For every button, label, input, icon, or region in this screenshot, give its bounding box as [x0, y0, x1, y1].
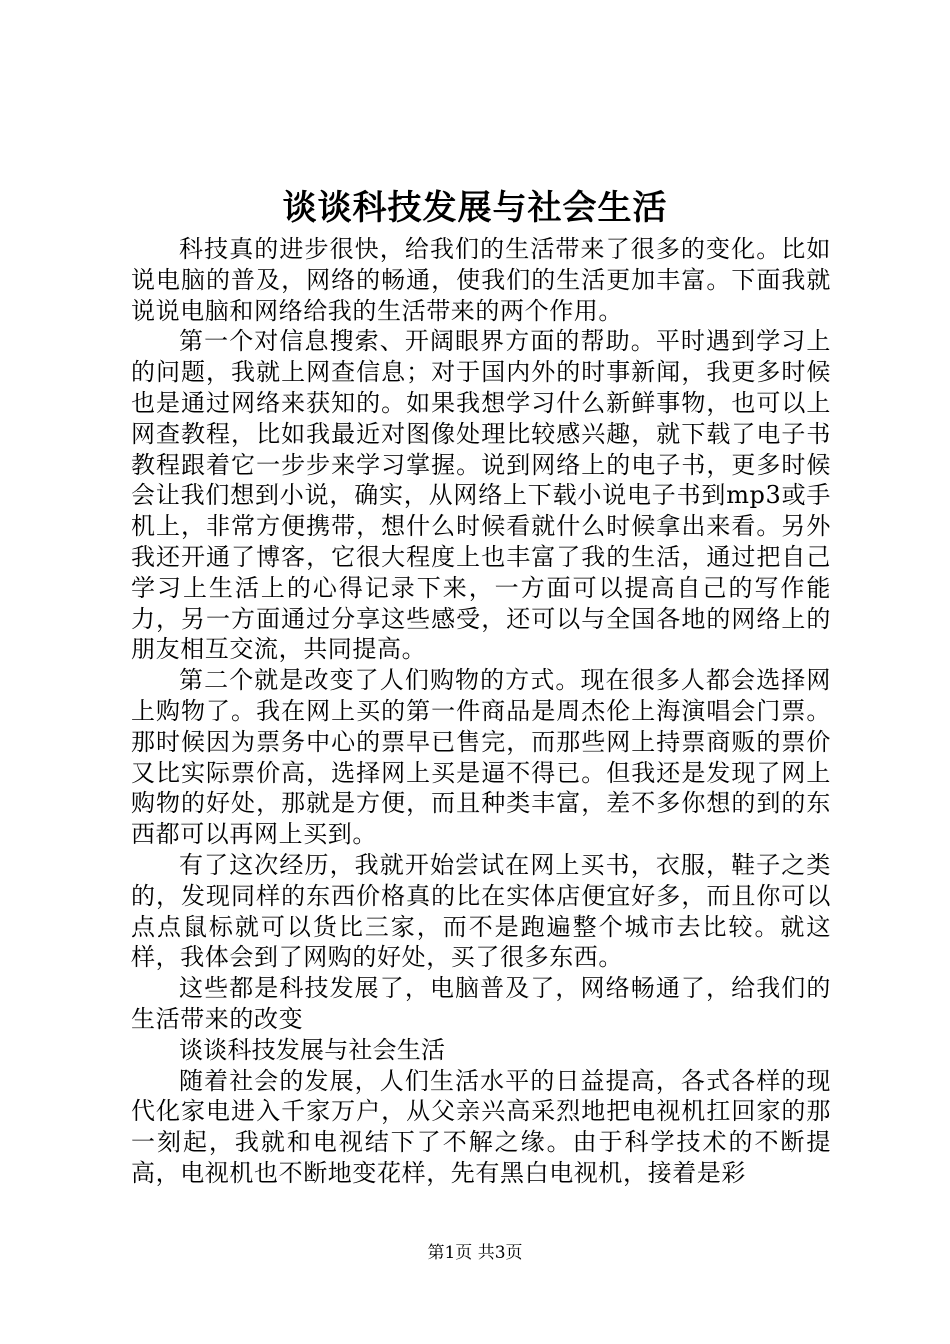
paragraph-2: 第一个对信息搜索、开阔眼界方面的帮助。平时遇到学习上的问题，我就上网查信息；对于国内外的时事新闻，我更多时候也是通过网络来获知的。如果我想学习什么新鲜事物，也可以上网查教程，比如我最近对图像处理比较感兴趣，就下载了电子书教程跟着它一步步来学习掌握。说到网络上的电子书，更多时候会让我们想到小说，确实，从网络上下载小说电子书到mp3或手机上，非常方便携带，想什么时候看就什么时候拿出来看。另外我还开通了博客，它很大程度上也丰富了我的生活，通过把自己学习上生活上的心得记录下来，一方面可以提高自己的写作能力，另一方面通过分享这些感受，还可以与全国各地的网络上的朋友相互交流，共同提高。: [131, 327, 831, 664]
paragraph-5: 这些都是科技发展了，电脑普及了，网络畅通了，给我们的生活带来的改变: [131, 974, 831, 1033]
page-footer: 第1页 共3页: [427, 1243, 523, 1263]
paragraph-4: 有了这次经历，我就开始尝试在网上买书，衣服，鞋子之类的，发现同样的东西价格真的比在实体店便宜好多，而且你可以点点鼠标就可以货比三家，而不是跑遍整个城市去比较。就这样，我体会到了网购的好处，买了很多东西。: [131, 850, 831, 972]
section-subtitle: 谈谈科技发展与社会生活: [179, 1035, 446, 1064]
paragraph-3: 第二个就是改变了人们购物的方式。现在很多人都会选择网上购物了。我在网上买的第一件商品是周杰伦上海演唱会门票。那时候因为票务中心的票早已售完，而那些网上持票商贩的票价又比实际票价高，选择网上买是逼不得已。但我还是发现了网上购物的好处，那就是方便，而且种类丰富，差不多你想的到的东西都可以再网上买到。: [131, 666, 831, 849]
paragraph-1: 科技真的进步很快，给我们的生活带来了很多的变化。比如说电脑的普及，网络的畅通，使我们的生活更加丰富。下面我就说说电脑和网络给我的生活带来的两个作用。: [131, 235, 831, 325]
paragraph-6: 随着社会的发展，人们生活水平的日益提高，各式各样的现代化家电进入千家万户，从父亲兴高采烈地把电视机扛回家的那一刻起，我就和电视结下了不解之缘。由于科学技术的不断提高，电视机也不断地变花样，先有黑白电视机，接着是彩: [131, 1066, 831, 1187]
document-title: 谈谈科技发展与社会生活: [282, 188, 668, 228]
document-body: [131, 234, 831, 1189]
